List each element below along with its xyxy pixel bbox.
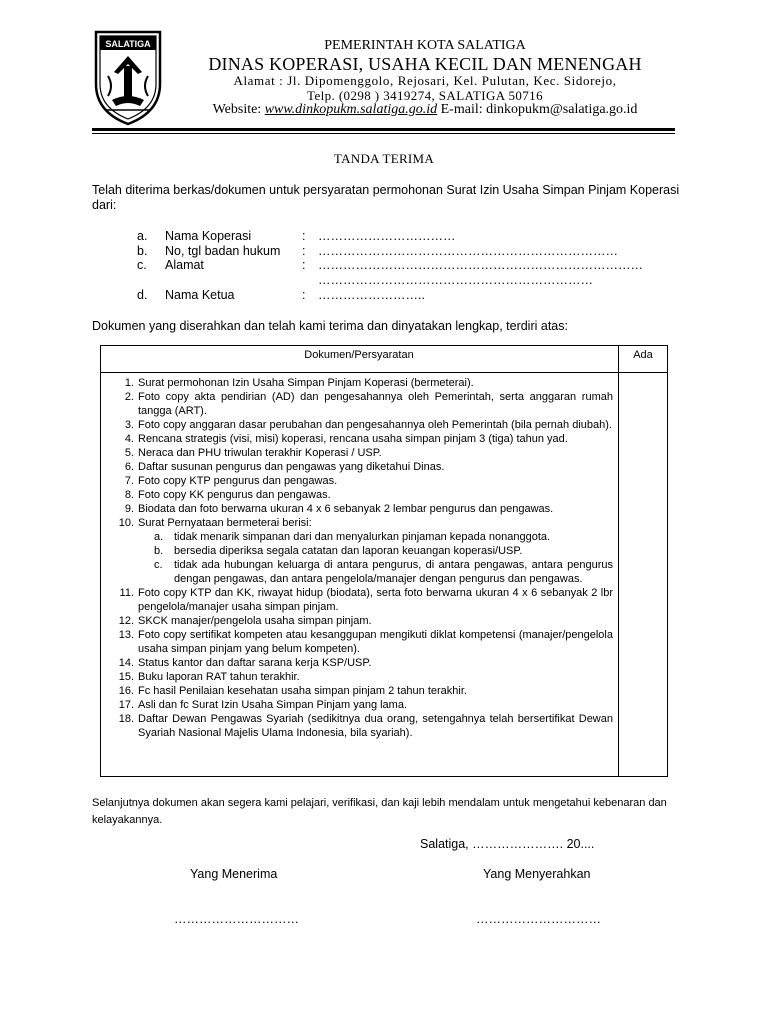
list-item [110,488,613,502]
list-item [110,446,613,460]
list-item [110,656,613,670]
item-number: 16. [118,685,134,697]
intro-paragraph: Telah diterima berkas/dokumen untuk persyaratan permohonan Surat Izin Usaha Simpan Pinjam Koperasi dari: [92,183,680,212]
website-prefix: Website: [212,102,265,117]
item-text: Biodata dan foto berwarna ukuran 4 x 6 sebanyak 2 lembar pengurus dan pengawas. [138,503,554,515]
sub-item-letter: c. [154,559,163,571]
field-label: No, tgl badan hukum [165,244,281,258]
item-text: Foto copy anggaran dasar perubahan dan pengesahannya oleh Pemerintah (bila pernah diubah). [138,419,612,431]
item-number: 14. [118,657,134,669]
item-text: Foto copy KTP dan KK, riwayat hidup (biodata), serta foto berwarna ukuran 4 x 6 sebanyak 2 lbr pengelola/manajer usaha simpan pinjam. [138,587,613,613]
list-item [110,432,613,446]
item-text: Status kantor dan daftar sarana kerja KSP/USP. [138,657,372,669]
list-item [110,460,613,474]
item-number: 3. [124,419,134,431]
field-label: Alamat [165,258,204,272]
list-item [110,502,613,516]
receiver-label: Yang Menerima [190,867,278,881]
list-item [110,418,613,432]
item-text: Surat permohonan Izin Usaha Simpan Pinjam Koperasi (bermeterai). [138,377,474,389]
sub-item [110,530,613,544]
submitter-signature-line: ………………………… [476,912,601,926]
table-header-document: Dokumen/Persyaratan [304,349,414,361]
agency-name: DINAS KOPERASI, USAHA KECIL DAN MENENGAH [208,54,642,74]
field-dots: …………………………………………………………………… [318,258,643,272]
item-text: Neraca dan PHU triwulan terakhir Koperasi / USP. [138,447,382,459]
sub-item-text: tidak menarik simpanan dari dan menyalurkan pinjaman kepada nonanggota. [174,531,551,543]
website-link[interactable]: www.dinkopukm.salatiga.go.id [264,102,438,117]
government-name: PEMERINTAH KOTA SALATIGA [324,38,526,53]
logo-text: SALATIGA [105,39,151,49]
place-date: Salatiga, …………………. 20.... [420,837,595,851]
field-letter: d. [137,288,148,302]
list-item [110,670,613,684]
list-item [110,684,613,698]
sub-item [110,544,613,558]
list-item [110,712,613,740]
field-label: Nama Ketua [165,288,235,302]
item-number: 17. [118,699,134,711]
list-item [110,390,613,418]
field-letter: a. [137,229,148,243]
item-number: 10. [118,517,134,529]
submitter-label: Yang Menyerahkan [483,867,591,881]
item-number: 1. [124,377,134,389]
table-header-ada: Ada [633,349,653,361]
list-item [110,614,613,628]
item-number: 2. [124,391,134,403]
agency-phone: Telp. (0298 ) 3419274, SALATIGA 50716 [307,88,543,103]
field-letter: c. [137,258,147,272]
list-item [110,376,613,390]
sub-item-text: bersedia diperiksa segala catatan dan laporan keuangan koperasi/USP. [174,545,523,557]
item-number: 8. [124,489,134,501]
sub-item [110,558,613,586]
field-dots: …………………….. [318,288,425,302]
field-dots: ………………………………………………………… [318,273,593,287]
item-text: Daftar susunan pengurus dan pengawas yang diketahui Dinas. [138,461,445,473]
item-number: 11. [119,587,134,599]
list-item [110,698,613,712]
document-title: TANDA TERIMA [333,151,435,166]
agency-contact [165,102,685,118]
item-text: SKCK manajer/pengelola usaha simpan pinjam. [138,615,372,627]
list-item [110,516,613,530]
item-text: Asli dan fc Surat Izin Usaha Simpan Pinjam yang lama. [138,699,408,711]
letterhead-rule-thin [92,133,675,134]
city-emblem-logo [92,28,164,126]
item-number: 6. [124,461,134,473]
field-letter: b. [137,244,148,258]
table-column-divider [618,345,619,777]
list-item [110,628,613,656]
item-number: 5. [124,447,134,459]
field-dots: …………………………… [318,229,456,243]
item-text: Rencana strategis (visi, misi) koperasi, rencana usaha simpan pinjam 3 (tiga) tahun yad. [138,433,568,445]
sub-item-letter: a. [154,531,164,543]
sub-item-letter: b. [154,545,164,557]
sub-item-text: tidak ada hubungan keluarga di antara pengurus, di antara pengawas, antara pengurus dengan pengawas, dan antara pengelola/manajer dengan pengurus dan pengawas. [174,559,613,585]
letterhead-rule-thick [92,128,675,131]
field-colon: : [302,258,306,272]
item-text: Fc hasil Penilaian kesehatan usaha simpan pinjam 2 tahun terakhir. [138,685,467,697]
item-text: Foto copy akta pendirian (AD) dan pengesahannya oleh Pemerintah, serta anggaran rumah tangga (ART). [138,391,613,417]
field-colon: : [302,244,306,258]
documents-intro: Dokumen yang diserahkan dan telah kami terima dan dinyatakan lengkap, terdiri atas: [92,319,568,333]
item-number: 13. [118,629,134,641]
item-number: 18. [118,713,134,725]
field-label: Nama Koperasi [165,229,252,243]
item-number: 9. [124,503,134,515]
receiver-signature-line: ………………………… [174,912,299,926]
email-text: E-mail: dinkopukm@salatiga.go.id [437,102,638,117]
closing-paragraph: Selanjutnya dokumen akan segera kami pelajari, verifikasi, dan kaji lebih mendalam untuk mengetahui kebenaran dan kelayakannya. [92,797,667,826]
item-text: Surat Pernyataan bermeterai berisi: [138,517,312,529]
table-header-divider [100,372,668,373]
item-text: Buku laporan RAT tahun terakhir. [138,671,300,683]
item-text: Foto copy KK pengurus dan pengawas. [138,489,331,501]
item-text: Foto copy KTP pengurus dan pengawas. [138,475,338,487]
item-text: Daftar Dewan Pengawas Syariah (sedikitnya dua orang, setengahnya telah bersertifikat Dewan Syariah Nasional Majelis Ulama Indonesia, bila syariah). [138,713,613,739]
field-colon: : [302,229,306,243]
field-colon: : [302,288,306,302]
item-number: 4. [124,433,134,445]
item-number: 15. [118,671,134,683]
item-number: 7. [124,475,134,487]
item-text: Foto copy sertifikat kompeten atau kesanggupan mengikuti diklat kompetensi (manajer/pengelola usaha simpan pinjam yang belum kompeten). [138,629,613,655]
field-dots: ……………………………………………………………… [318,244,618,258]
agency-address: Alamat : Jl. Dipomenggolo, Rejosari, Kel. Pulutan, Kec. Sidorejo, [233,73,617,88]
requirements-list [110,376,613,740]
list-item [110,474,613,488]
item-number: 12. [118,615,134,627]
list-item [110,586,613,614]
